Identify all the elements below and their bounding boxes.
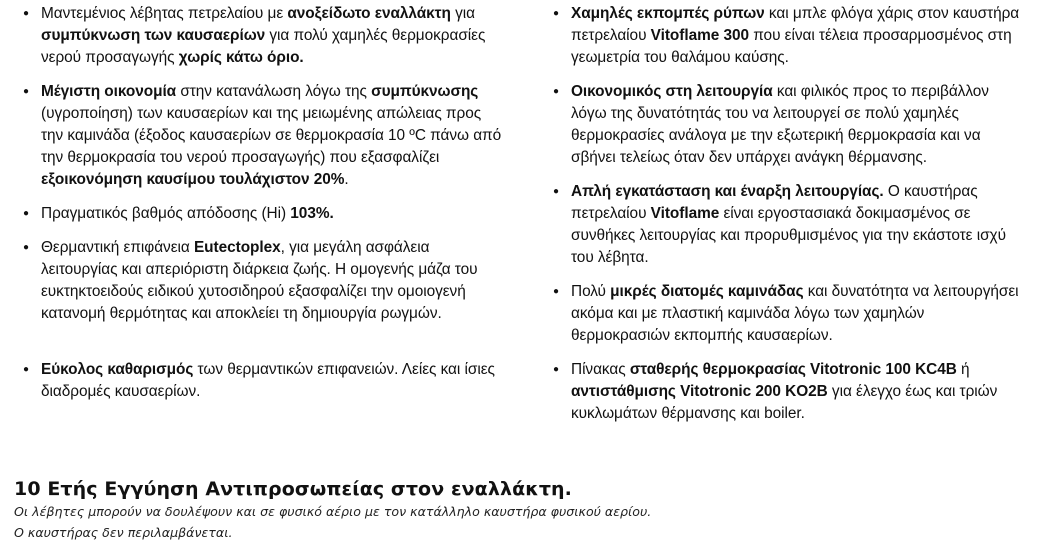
feature-text: Θερμαντική επιφάνεια bbox=[41, 239, 194, 256]
feature-text-bold: εξοικονόμηση καυσίμου τουλάχιστον 20% bbox=[41, 171, 345, 188]
feature-text: Πραγματικός βαθμός απόδοσης (Hi) bbox=[41, 205, 291, 222]
feature-item bbox=[552, 181, 1022, 269]
feature-text: Πίνακας bbox=[571, 361, 630, 378]
feature-text-bold: Vitoflame bbox=[650, 205, 720, 222]
feature-text: των θερμαντικών επιφανειών. Λείες και ίσιες διαδρομές καυσαερίων. bbox=[41, 361, 495, 400]
feature-text-bold: Οικονομικός στη λειτουργία bbox=[571, 83, 773, 100]
feature-text-bold: Εύκολος καθαρισμός bbox=[41, 361, 194, 378]
left-feature-column bbox=[22, 3, 502, 403]
feature-text: Μαντεμένιος λέβητας πετρελαίου με bbox=[41, 5, 288, 22]
feature-item bbox=[22, 359, 502, 403]
feature-item bbox=[22, 81, 502, 191]
feature-text-bold: ανοξείδωτο εναλλάκτη bbox=[287, 5, 451, 22]
feature-text: και δυνατότητα να λειτουργήσει ακόμα και με πλαστική καμινάδα λόγω των χαμηλών θερμοκρασιών εκπομπής καυσαερίων. bbox=[571, 283, 1019, 344]
feature-item bbox=[552, 281, 1022, 347]
feature-text-bold: μικρές διατομές καμινάδας bbox=[610, 283, 804, 300]
feature-text: Πολύ bbox=[571, 283, 611, 300]
feature-text: για πολύ χαμηλές θερμοκρασίες νερού προσαγωγής bbox=[41, 27, 486, 66]
warranty-heading: 10 Ετής Εγγύηση Αντιπροσωπείας στον εναλλάκτη. bbox=[14, 478, 573, 500]
feature-item bbox=[552, 3, 1022, 69]
feature-text: για bbox=[450, 5, 475, 22]
warranty-section bbox=[14, 477, 651, 543]
gas-compatibility-note: Οι λέβητες μπορούν να δουλέψουν και σε φυσικό αέριο με τον κατάλληλο καυστήρα φυσικού αερίου. bbox=[14, 504, 652, 519]
feature-text-bold: Απλή εγκατάσταση και έναρξη λειτουργίας. bbox=[571, 183, 884, 200]
feature-text: . bbox=[344, 171, 349, 188]
feature-text: είναι εργοστασιακά δοκιμασμένος σε συνθήκες λειτουργίας και προρυθμισμένος για την εκάστοτε ισχύ του λέβητα. bbox=[571, 205, 1006, 266]
feature-text: που είναι τέλεια προσαρμοσμένος στη γεωμετρία του θαλάμου καύσης. bbox=[571, 27, 1012, 66]
feature-text-bold: συμπύκνωσης bbox=[371, 83, 479, 100]
feature-text-bold: Χαμηλές εκπομπές ρύπων bbox=[571, 5, 765, 22]
feature-text: στην κατανάλωση λόγω της bbox=[176, 83, 372, 100]
feature-text: (υγροποίηση) των καυσαερίων και της μειωμένης απώλειας προς την καμινάδα (έξοδος καυσαερίων σε θερμοκρασία 10 ºC πάνω από την θερμοκρασία του νερού προσαγωγής) που εξασφαλίζει bbox=[41, 105, 502, 166]
feature-text-bold: σταθερής θερμοκρασίας Vitotronic 100 KC4B bbox=[629, 361, 957, 378]
feature-item bbox=[22, 3, 502, 69]
feature-item bbox=[22, 237, 502, 347]
feature-text: , για μεγάλη ασφάλεια λειτουργίας και απεριόριστη διάρκεια ζωής. Η ομογενής μάζα του ευκτηκτοειδούς ειδικού χυτοσιδηρού εξασφαλίζει την ομοιογενή κατανομή θερμότητας και αποκλείει τη δημιουργία ρωγμών. bbox=[41, 239, 478, 322]
feature-text-bold: Μέγιστη οικονομία bbox=[41, 83, 177, 100]
feature-text: και μπλε φλόγα χάρις στον καυστήρα πετρελαίου bbox=[571, 5, 1020, 44]
feature-item bbox=[552, 81, 1022, 169]
feature-text-bold: αντιστάθμισης Vitotronic 200 KO2B bbox=[571, 383, 828, 400]
feature-text-bold: Vitoflame 300 bbox=[650, 27, 749, 44]
feature-text-bold: συμπύκνωση των καυσαερίων bbox=[41, 27, 266, 44]
feature-text-bold: Eutectoplex bbox=[193, 239, 281, 256]
feature-text-bold: 103%. bbox=[290, 205, 334, 222]
feature-item bbox=[22, 203, 502, 225]
feature-text: και φιλικός προς το περιβάλλον λόγω της δυνατότητάς του να λειτουργεί σε πολύ χαμηλές θερμοκρασίες ανάλογα με την εξωτερική θερμοκρασία και να σβήνει τελείως όταν δεν υπάρχει ανάγκη θέρμανσης. bbox=[571, 83, 989, 166]
feature-item bbox=[552, 359, 1022, 425]
feature-text-bold: χωρίς κάτω όριο. bbox=[178, 49, 304, 66]
feature-text: ή bbox=[956, 361, 970, 378]
feature-text: για έλεγχο έως και τριών κυκλωμάτων θέρμανσης και boiler. bbox=[571, 383, 998, 422]
right-feature-list bbox=[552, 3, 1022, 425]
feature-text: Ο καυστήρας πετρελαίου bbox=[571, 183, 978, 222]
left-feature-list bbox=[22, 3, 502, 403]
burner-not-included-note: Ο καυστήρας δεν περιλαμβάνεται. bbox=[14, 525, 233, 540]
right-feature-column bbox=[552, 3, 1022, 425]
